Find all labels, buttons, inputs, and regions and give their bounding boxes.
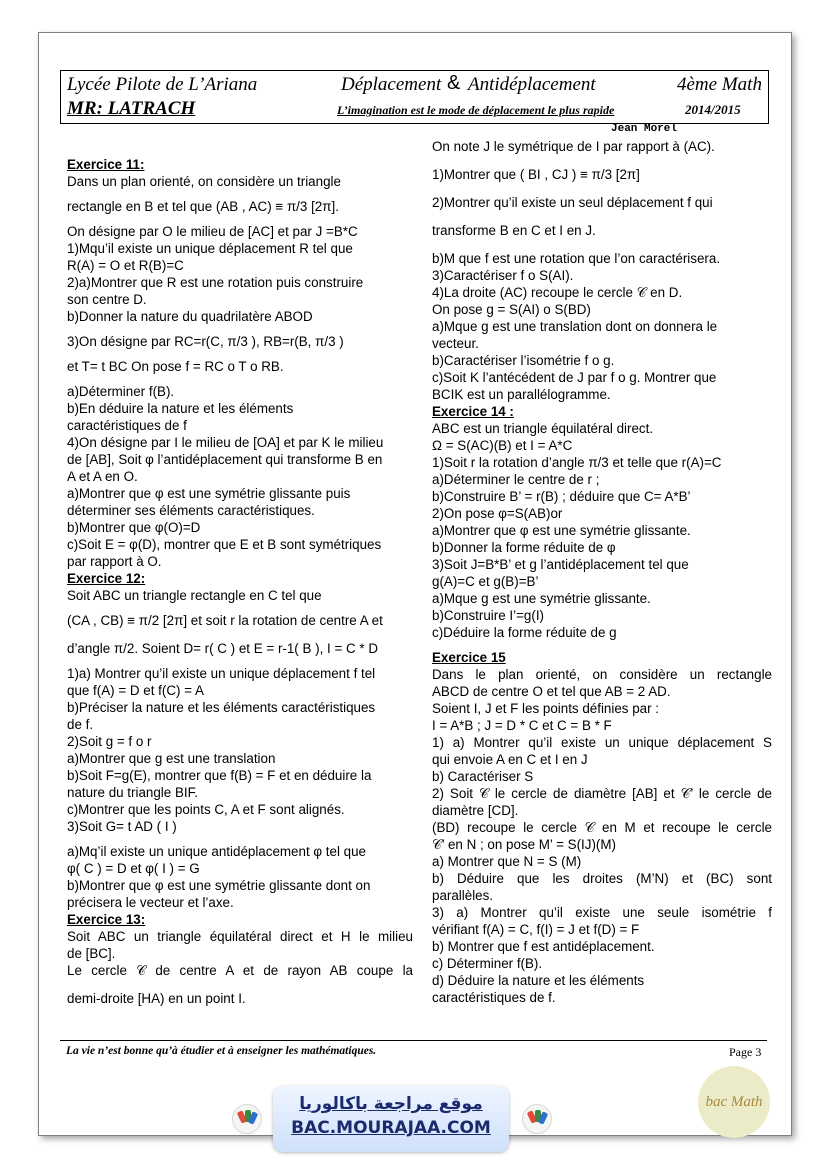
text-line: 3)Soit J=B*B’ et g l’antidéplacement tel que [432,557,689,572]
text-line: b)En déduire la nature et les éléments [67,401,294,416]
text-line: 3)On désigne par RC=r(C, π/3 ), RB=r(B, π/3 ) [67,334,344,349]
text-line: caractéristiques de f. [432,990,556,1005]
bac-math-logo [698,1066,770,1138]
text-line: 3)Soit G= t AD ( I ) [67,819,177,834]
text-line: 4)On désigne par I le milieu de [OA] et par K le milieu [67,435,384,450]
text-line: Le cercle 𝒞 de centre A et de rayon AB coupe la [67,963,413,978]
text-line: b)Soit F=g(E), montrer que f(B) = F et en déduire la [67,768,372,783]
text-line: c) Déterminer f(B). [432,956,543,971]
text-line: de [AB], Soit φ l’antidéplacement qui transforme B en [67,452,383,467]
text-line: a)Déterminer f(B). [67,384,175,399]
text-line: 2)Soit g = f o r [67,734,152,749]
text-line: (BD) recoupe le cercle 𝒞 en M et recoupe le cercle [432,820,772,835]
text-line: Dans le plan orienté, on considère un rectangle [432,667,772,682]
exercise-heading: Exercice 15 [432,650,506,665]
text-line: 3) a) Montrer qu’il existe une seule isométrie f [432,905,772,920]
text-line: de [BC]. [67,946,116,961]
book-logo-icon [232,1104,262,1134]
text-line: b)Construire I’=g(I) [432,608,544,623]
text-line: 1)Soit r la rotation d’angle π/3 et telle que r(A)=C [432,455,722,470]
text-line: d) Déduire la nature et les éléments [432,973,645,988]
text-line: nature du triangle BIF. [67,785,199,800]
site-url[interactable]: BAC.MOURAJAA.COM [291,1118,491,1138]
text-line: a)Mque g est une symétrie glissante. [432,591,651,606]
class-level: 4ème Math [677,74,762,95]
text-line: Dans un plan orienté, on considère un triangle [67,174,341,189]
text-line: b)Donner la forme réduite de φ [432,540,616,555]
exercise-heading: Exercice 14 : [432,404,514,419]
text-line: I = A*B ; J = D * C et C = B * F [432,718,612,733]
bac-math-logo-text: bac Math [705,1094,763,1110]
text-line: b)Caractériser l’isométrie f o g. [432,353,615,368]
text-line: a)Montrer que φ est une symétrie glissante puis [67,486,351,501]
text-line: son centre D. [67,292,147,307]
text-line: 1) a) Montrer qu’il existe un unique déplacement S [432,735,772,750]
text-line: ABC est un triangle équilatéral direct. [432,421,654,436]
header-quote: L’imagination est le mode de déplacement le plus rapide [337,103,615,117]
text-line: a)Mque g est une translation dont on donnera le [432,319,718,334]
title-ampersand: & [447,72,461,94]
chapter-title-part2: Antidéplacement [468,74,596,95]
text-line: b)M que f est une rotation que l’on caractérisera. [432,251,721,266]
text-line: b) Déduire que les droites (M’N) et (BC) sont [432,871,772,886]
text-line: c)Déduire la forme réduite de g [432,625,617,640]
text-line: par rapport à O. [67,554,162,569]
text-line: transforme B en C et I en J. [432,223,596,238]
exercise-heading: Exercice 12: [67,571,146,586]
text-line: 2)Montrer qu’il existe un seul déplacement f qui [432,195,713,210]
site-arabic-name: موقع مراجعة باكالوريا [299,1094,483,1114]
text-line: b) Montrer que f est antidéplacement. [432,939,655,954]
text-line: et T= t BC On pose f = RC o T o RB. [67,359,284,374]
text-line: BCIK est un parallélogramme. [432,387,611,402]
text-line: φ( C ) = D et φ( I ) = G [67,861,200,876]
text-line: b) Caractériser S [432,769,534,784]
teacher-name: MR: LATRACH [67,98,196,119]
text-line: 𝒞’ en N ; on pose M’ = S(IJ)(M) [432,837,617,852]
text-line: 1)Montrer que ( BI , CJ ) ≡ π/3 [2π] [432,167,640,182]
footer-motto: La vie n’est bonne qu’à étudier et à enseigner les mathématiques. [66,1045,377,1057]
text-line: Ω = S(AC)(B) et I = A*C [432,438,573,453]
text-line: On désigne par O le milieu de [AC] et par J =B*C [67,224,358,239]
text-line: Soient I, J et F les points définies par : [432,701,660,716]
chapter-title-part1: Déplacement [341,74,442,95]
text-line: Soit ABC un triangle rectangle en C tel que [67,588,322,603]
text-line: 3)Caractériser f o S(AI). [432,268,574,283]
text-line: vérifiant f(A) = C, f(I) = J et f(D) = F [432,922,640,937]
text-line: de f. [67,717,94,732]
right-column [432,138,772,1006]
text-line: g(A)=C et g(B)=B’ [432,574,539,589]
school-name: Lycée Pilote de L’Ariana [67,74,258,95]
text-line: d’angle π/2. Soient D= r( C ) et E = r-1( B ), I = C * D [67,641,379,656]
text-line: b)Préciser la nature et les éléments caractéristiques [67,700,376,715]
text-line: 4)La droite (AC) recoupe le cercle 𝒞 en D. [432,285,683,300]
text-line: vecteur. [432,336,479,351]
text-line: c)Soit K l’antécédent de J par f o g. Montrer que [432,370,717,385]
page-number: Page 3 [729,1045,762,1059]
text-line: ABCD de centre O et tel que AB = 2 AD. [432,684,671,699]
left-column [67,156,413,1007]
text-line: 1)a) Montrer qu’il existe un unique déplacement f tel [67,666,376,681]
text-line: a)Déterminer le centre de r ; [432,472,600,487]
text-line: On note J le symétrique de I par rapport à (AC). [432,139,715,154]
text-line: diamètre [CD]. [432,803,519,818]
text-line: Soit ABC un triangle équilatéral direct et H le milieu [67,929,413,944]
text-line: parallèles. [432,888,494,903]
book-logo-icon-right [522,1104,552,1134]
text-line: c)Montrer que les points C, A et F sont alignés. [67,802,345,817]
text-line: caractéristiques de f [67,418,187,433]
footer-rule [60,1040,767,1041]
text-line: 2)On pose φ=S(AB)or [432,506,563,521]
text-line: b)Donner la nature du quadrilatère ABOD [67,309,313,324]
text-line: déterminer ses éléments caractéristiques. [67,503,315,518]
text-line: 1)Mqu’il existe un unique déplacement R tel que [67,241,353,256]
text-line: (CA , CB) ≡ π/2 [2π] et soit r la rotation de centre A et [67,613,383,628]
text-line: 2) Soit 𝒞 le cercle de diamètre [AB] et 𝒞’ le cercle de [432,786,772,801]
text-line: b)Construire B’ = r(B) ; déduire que C= A*B’ [432,489,691,504]
text-line: rectangle en B et tel que (AB , AC) ≡ π/3 [2π]. [67,199,339,214]
school-year: 2014/2015 [685,102,741,117]
quote-author: Jean Morel [611,123,678,135]
text-line: a)Mq’il existe un unique antidéplacement φ tel que [67,844,366,859]
text-line: que f(A) = D et f(C) = A [67,683,204,698]
text-line: demi-droite [HA) en un point I. [67,991,246,1006]
text-line: A et A en O. [67,469,138,484]
site-banner[interactable] [273,1086,509,1152]
text-line: c)Soit E = φ(D), montrer que E et B sont symétriques [67,537,382,552]
exercise-heading: Exercice 11: [67,157,145,172]
text-line: précisera le vecteur et l’axe. [67,895,234,910]
text-line: a) Montrer que N = S (M) [432,854,582,869]
text-line: qui envoie A en C et I en J [432,752,588,767]
text-line: b)Montrer que φ est une symétrie glissante dont on [67,878,371,893]
document-header [60,70,769,124]
exercise-heading: Exercice 13: [67,912,146,927]
text-line: a)Montrer que g est une translation [67,751,276,766]
text-line: 2)a)Montrer que R est une rotation puis construire [67,275,364,290]
text-line: On pose g = S(AI) o S(BD) [432,302,591,317]
text-line: R(A) = O et R(B)=C [67,258,184,273]
text-line: a)Montrer que φ est une symétrie glissante. [432,523,691,538]
text-line: b)Montrer que φ(O)=D [67,520,201,535]
